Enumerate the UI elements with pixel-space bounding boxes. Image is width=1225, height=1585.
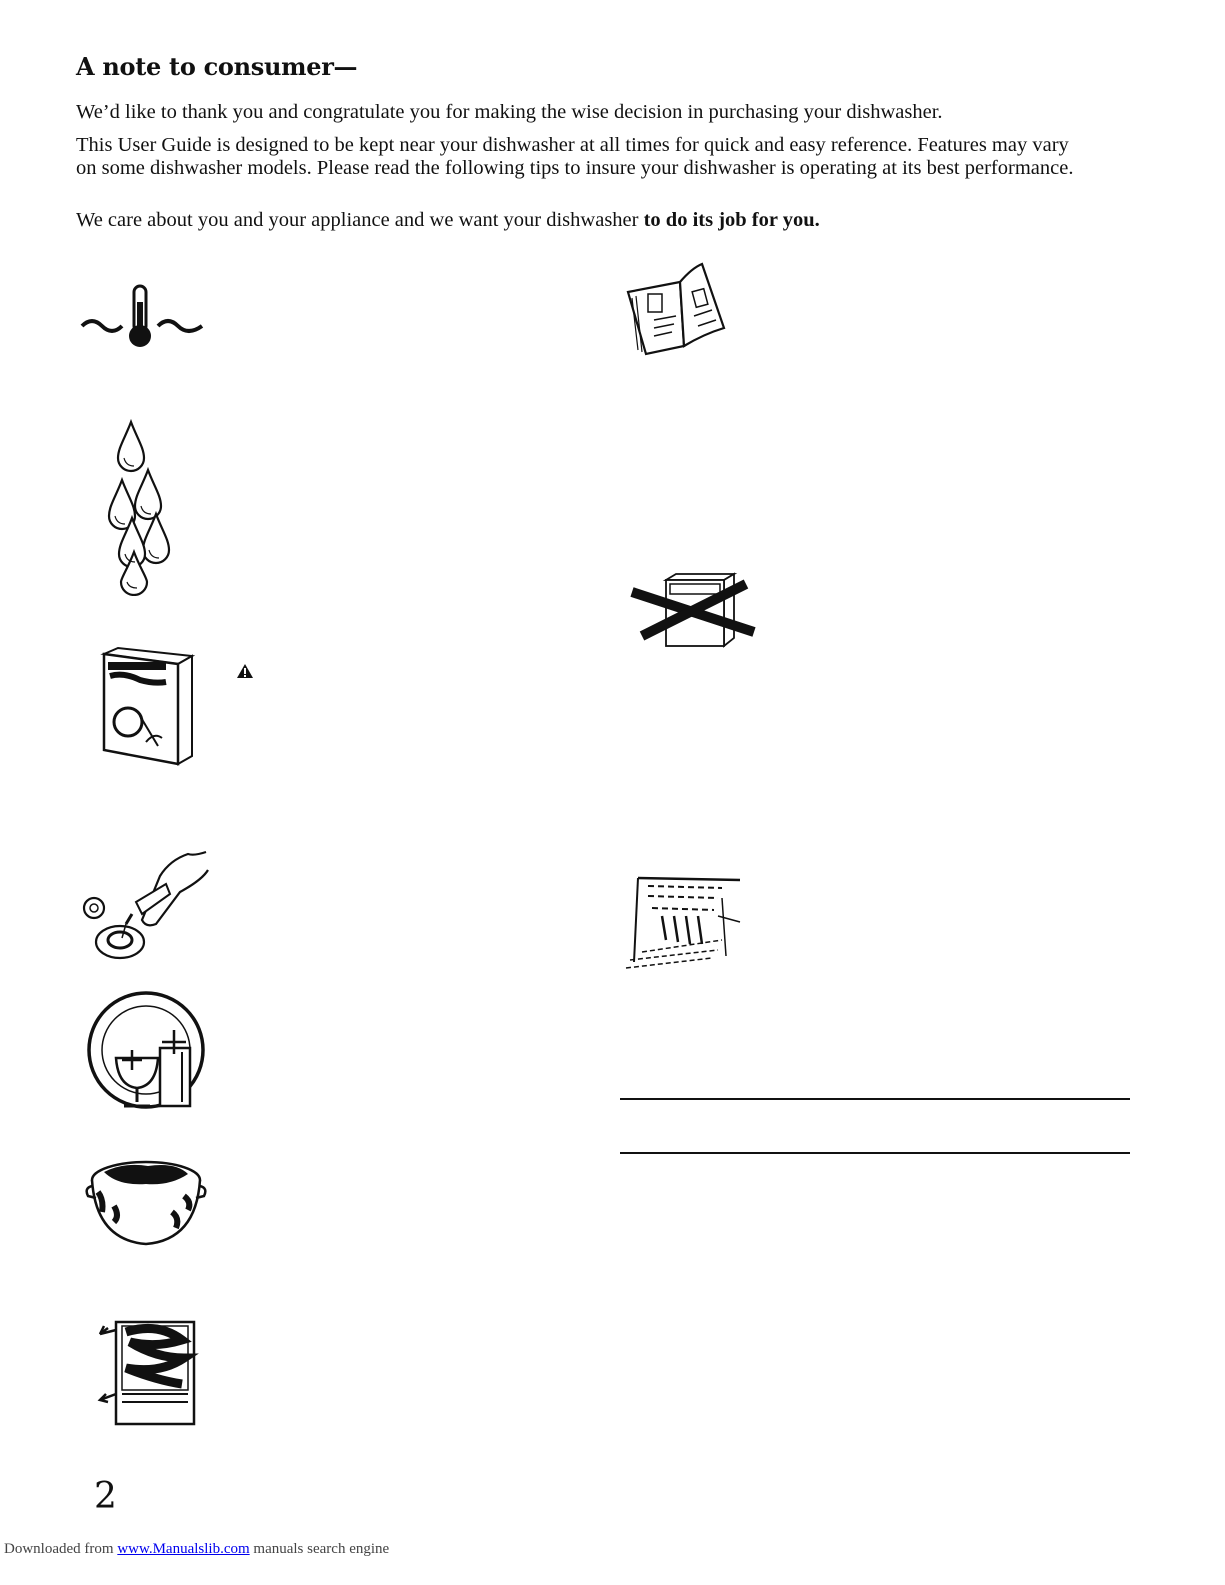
divider-rule-top	[620, 1098, 1130, 1100]
manualslib-link[interactable]: www.Manualslib.com	[117, 1541, 250, 1557]
page-heading: A note to consumer—	[76, 52, 358, 81]
plate-glasses-icon	[86, 990, 208, 1112]
dishwasher-spray-icon	[96, 1318, 200, 1428]
intro-thanks-paragraph: We’d like to thank you and congratulate you for making the wise decision in purchasing your dishwasher.	[76, 101, 943, 123]
footer-prefix: Downloaded from	[4, 1541, 118, 1557]
intro-guide-paragraph: This User Guide is designed to be kept near your dishwasher at all times for quick and easy reference. Features may vary on some dishwasher models. Please read the following tips to insure your dishwasher is operating at its best performance.	[76, 134, 1074, 179]
loaded-rack-icon	[622, 870, 746, 972]
detergent-box-icon	[100, 646, 196, 768]
intro-care-paragraph	[76, 209, 1076, 232]
user-guide-book-icon	[624, 262, 728, 356]
care-text: We care about you and your appliance and we want your dishwasher	[76, 209, 644, 231]
footer-suffix: manuals search engine	[249, 1541, 390, 1557]
thermometer-water-icon	[78, 282, 206, 350]
page-number: 2	[94, 1476, 117, 1517]
crossed-out-dishwasher-icon	[628, 570, 758, 652]
divider-rule-bottom	[620, 1152, 1130, 1154]
warning-triangle-icon	[236, 663, 254, 679]
rinse-aid-bottle-icon	[76, 850, 212, 966]
care-emphasis: to do its job for you.	[643, 209, 820, 231]
download-footer	[4, 1541, 389, 1558]
water-drops-icon	[104, 418, 176, 596]
dirty-pot-icon	[84, 1156, 208, 1250]
